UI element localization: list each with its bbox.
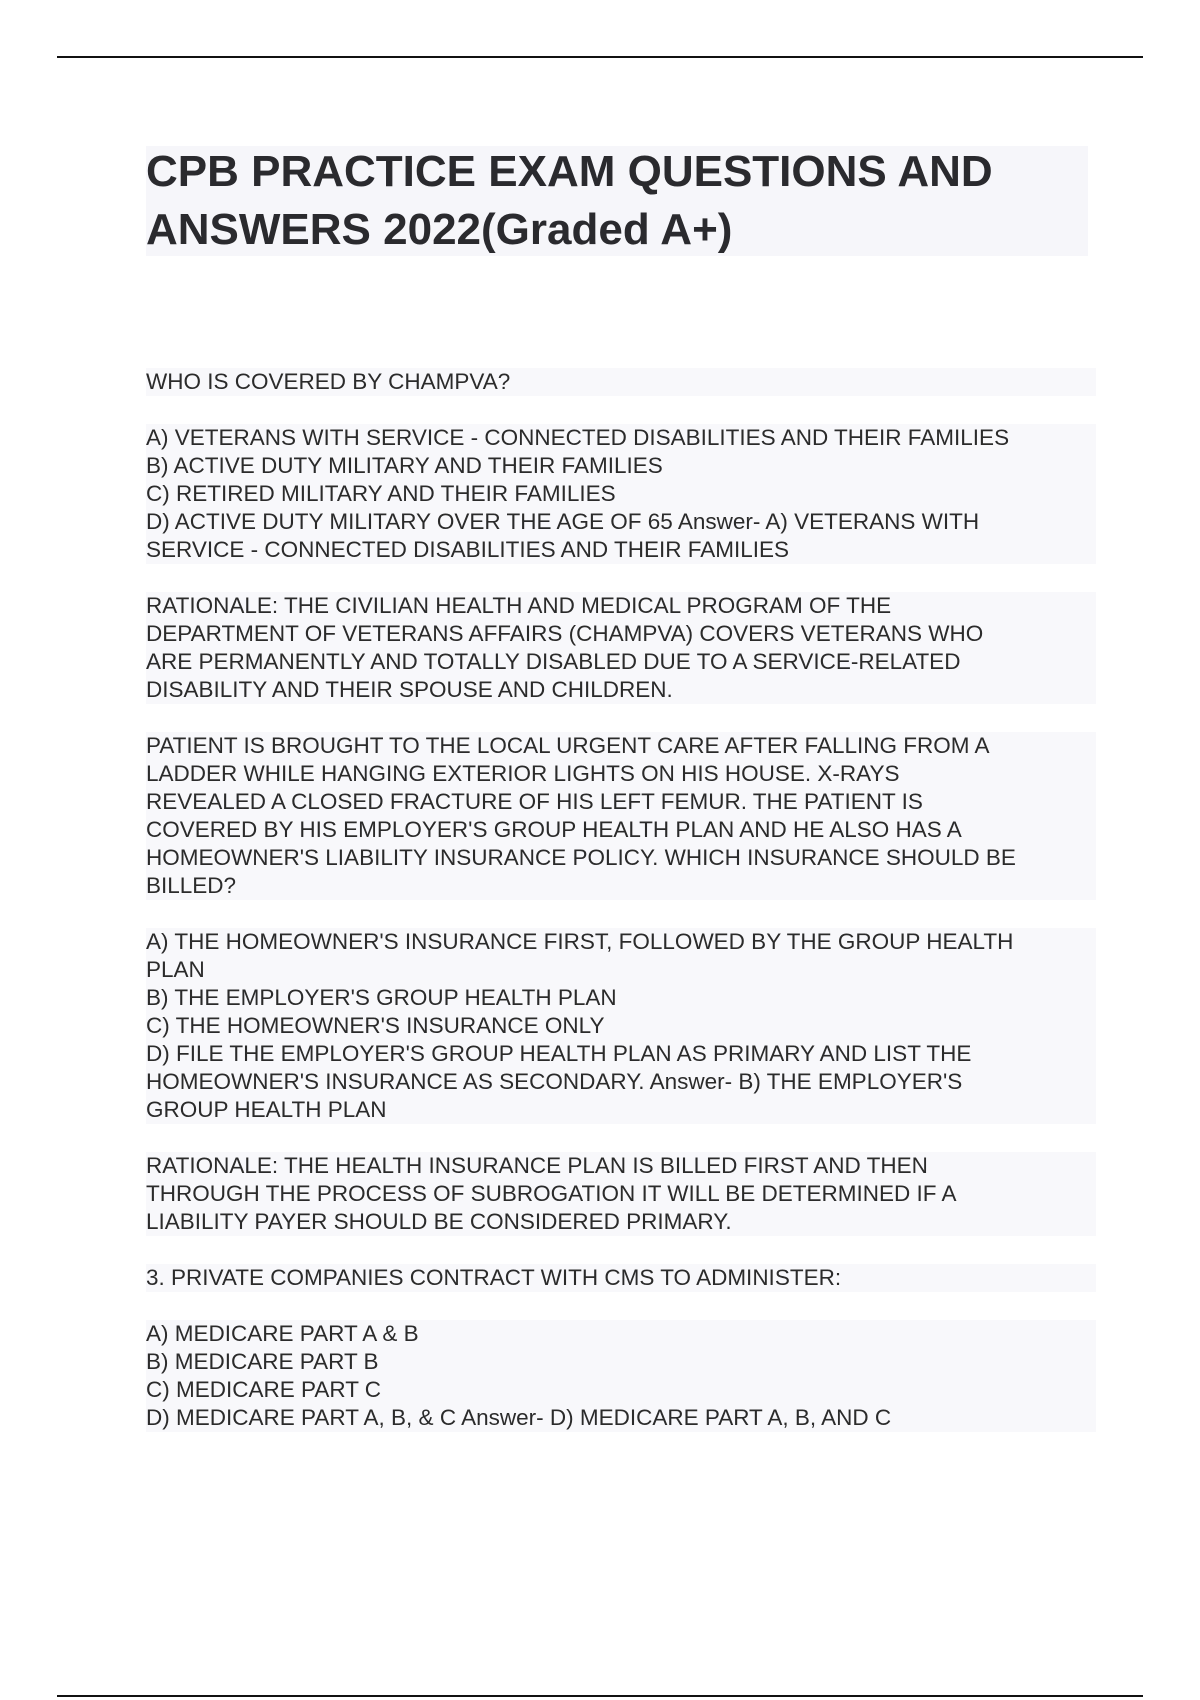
question-2 [146,732,1096,900]
text-line: LADDER WHILE HANGING EXTERIOR LIGHTS ON HIS HOUSE. X-RAYS [146,761,900,786]
text-line: ARE PERMANENTLY AND TOTALLY DISABLED DUE TO A SERVICE-RELATED [146,649,961,674]
text-line: HOMEOWNER'S LIABILITY INSURANCE POLICY. WHICH INSURANCE SHOULD BE [146,845,1016,870]
text-line: A) VETERANS WITH SERVICE - CONNECTED DISABILITIES AND THEIR FAMILIES [146,425,1010,450]
text-line: B) THE EMPLOYER'S GROUP HEALTH PLAN [146,985,617,1010]
text-line: COVERED BY HIS EMPLOYER'S GROUP HEALTH PLAN AND HE ALSO HAS A [146,817,962,842]
text-line: B) MEDICARE PART B [146,1349,379,1374]
text-line: WHO IS COVERED BY CHAMPVA? [146,369,511,394]
bottom-divider [57,1695,1143,1697]
text-line: PATIENT IS BROUGHT TO THE LOCAL URGENT CARE AFTER FALLING FROM A [146,733,990,758]
text-line: 3. PRIVATE COMPANIES CONTRACT WITH CMS TO ADMINISTER: [146,1265,842,1290]
text-line: GROUP HEALTH PLAN [146,1097,387,1122]
text-line: C) THE HOMEOWNER'S INSURANCE ONLY [146,1013,605,1038]
text-line: B) ACTIVE DUTY MILITARY AND THEIR FAMILIES [146,453,663,478]
title-line: CPB PRACTICE EXAM QUESTIONS AND [146,147,993,196]
text-line: D) MEDICARE PART A, B, & C Answer- D) MEDICARE PART A, B, AND C [146,1405,892,1430]
answer-options-3 [146,1320,1096,1432]
text-line: D) FILE THE EMPLOYER'S GROUP HEALTH PLAN AS PRIMARY AND LIST THE [146,1041,972,1066]
answer-options-2 [146,928,1096,1124]
text-line: D) ACTIVE DUTY MILITARY OVER THE AGE OF 65 Answer- A) VETERANS WITH [146,509,980,534]
question-1 [146,368,1096,396]
text-line: C) MEDICARE PART C [146,1377,382,1402]
question-3 [146,1264,1096,1292]
text-line: SERVICE - CONNECTED DISABILITIES AND THEIR FAMILIES [146,537,790,562]
text-line: RATIONALE: THE HEALTH INSURANCE PLAN IS BILLED FIRST AND THEN [146,1153,928,1178]
rationale-2 [146,1152,1096,1236]
document-title [146,143,1086,259]
text-line: DISABILITY AND THEIR SPOUSE AND CHILDREN. [146,677,673,702]
text-line: A) MEDICARE PART A & B [146,1321,419,1346]
text-line: HOMEOWNER'S INSURANCE AS SECONDARY. Answer- B) THE EMPLOYER'S [146,1069,963,1094]
text-line: REVEALED A CLOSED FRACTURE OF HIS LEFT FEMUR. THE PATIENT IS [146,789,923,814]
text-line: C) RETIRED MILITARY AND THEIR FAMILIES [146,481,616,506]
text-line: THROUGH THE PROCESS OF SUBROGATION IT WILL BE DETERMINED IF A [146,1181,957,1206]
answer-options-1 [146,424,1096,564]
text-line: RATIONALE: THE CIVILIAN HEALTH AND MEDICAL PROGRAM OF THE [146,593,892,618]
top-divider [57,56,1143,58]
text-line: PLAN [146,957,205,982]
text-line: DEPARTMENT OF VETERANS AFFAIRS (CHAMPVA) COVERS VETERANS WHO [146,621,984,646]
title-line: ANSWERS 2022(Graded A+) [146,205,733,254]
document-body [146,368,1096,1460]
text-line: LIABILITY PAYER SHOULD BE CONSIDERED PRIMARY. [146,1209,732,1234]
text-line: BILLED? [146,873,237,898]
text-line: A) THE HOMEOWNER'S INSURANCE FIRST, FOLLOWED BY THE GROUP HEALTH [146,929,1014,954]
rationale-1 [146,592,1096,704]
